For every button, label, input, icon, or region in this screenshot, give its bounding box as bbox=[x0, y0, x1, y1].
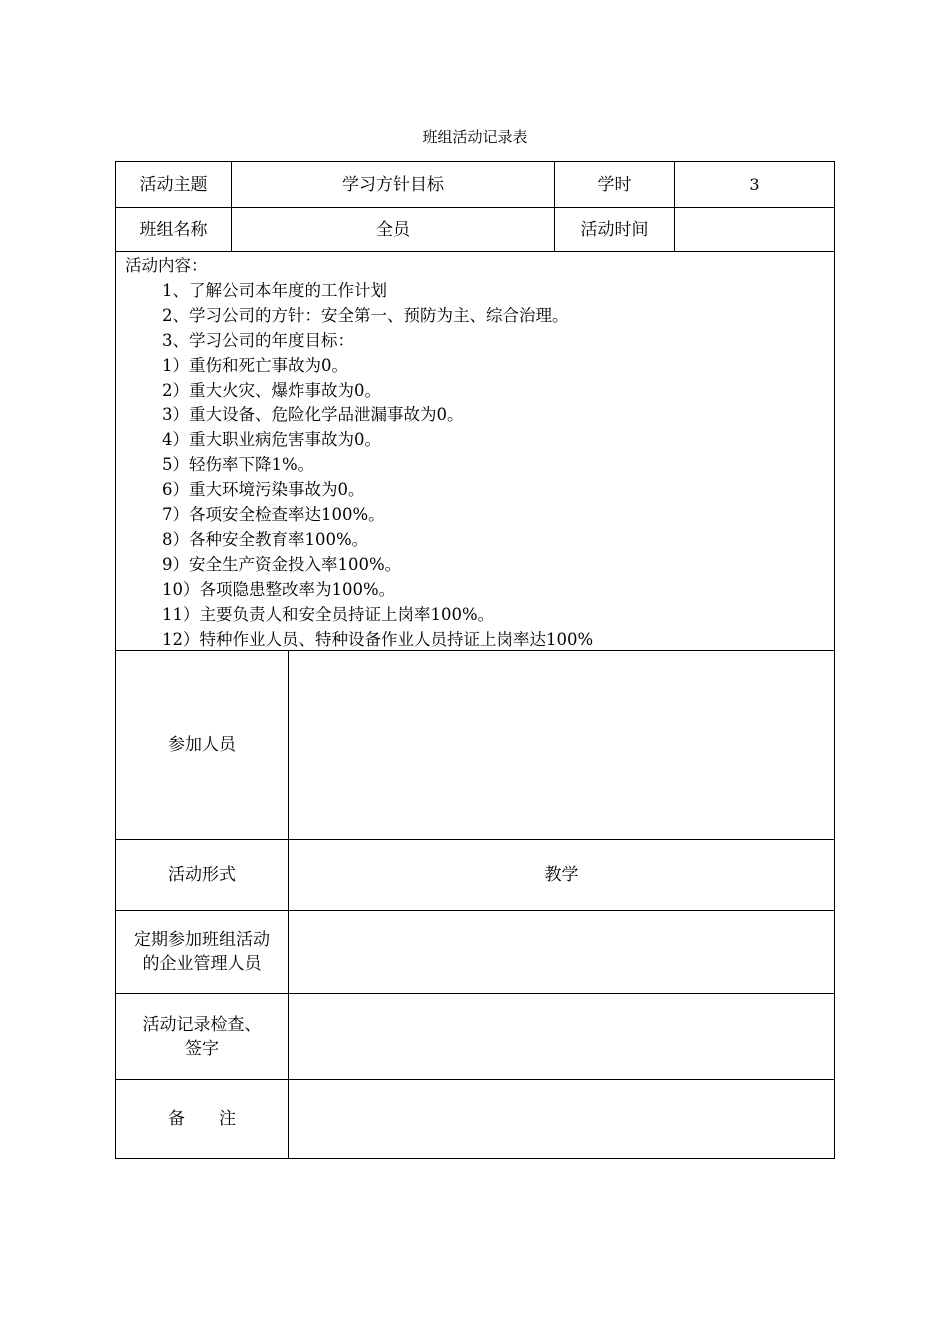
activity-form-value[interactable]: 教学 bbox=[544, 865, 579, 885]
review-sign-label bbox=[116, 994, 288, 1079]
row-divider bbox=[116, 251, 834, 252]
remarks-value[interactable] bbox=[289, 1080, 834, 1158]
content-item: 2、学习公司的方针：安全第一、预防为主、综合治理。 bbox=[162, 305, 569, 325]
activity-time-value[interactable] bbox=[675, 208, 834, 251]
content-item: 1、了解公司本年度的工作计划 bbox=[162, 280, 387, 300]
activity-content bbox=[125, 254, 593, 653]
managers-label-line1: 定期参加班组活动 bbox=[134, 930, 270, 950]
hours-value[interactable]: 3 bbox=[749, 174, 760, 194]
managers-label-line2: 的企业管理人员 bbox=[142, 954, 262, 974]
theme-label: 活动主题 bbox=[139, 174, 208, 195]
content-item: 10）各项隐患整改率为100%。 bbox=[162, 579, 396, 599]
review-sign-value[interactable] bbox=[289, 994, 834, 1079]
content-item: 3、学习公司的年度目标： bbox=[162, 330, 354, 350]
content-item: 4）重大职业病危害事故为0。 bbox=[162, 430, 381, 450]
managers-label bbox=[116, 911, 288, 993]
group-name-label: 班组名称 bbox=[139, 219, 208, 240]
remarks-label: 备 注 bbox=[168, 1109, 236, 1129]
theme-value[interactable]: 学习方针目标 bbox=[342, 174, 444, 195]
document-title: 班组活动记录表 bbox=[422, 128, 528, 146]
content-item: 9）安全生产资金投入率100%。 bbox=[162, 554, 402, 574]
participants-value[interactable] bbox=[289, 651, 834, 839]
activity-record-form bbox=[115, 161, 835, 1159]
participants-label: 参加人员 bbox=[168, 735, 236, 755]
content-item: 6）重大环境污染事故为0。 bbox=[162, 480, 365, 500]
content-item: 7）各项安全检查率达100%。 bbox=[162, 505, 385, 525]
review-sign-label-line2: 签字 bbox=[185, 1038, 219, 1059]
review-sign-label-line1: 活动记录检查、 bbox=[142, 1014, 262, 1035]
activity-time-label: 活动时间 bbox=[580, 219, 649, 240]
content-item: 12）特种作业人员、特种设备作业人员持证上岗率达100% bbox=[162, 629, 594, 649]
content-item: 5）轻伤率下降1%。 bbox=[162, 455, 315, 475]
managers-value[interactable] bbox=[289, 911, 834, 993]
group-name-value[interactable]: 全员 bbox=[376, 219, 410, 240]
content-item: 3）重大设备、危险化学品泄漏事故为0。 bbox=[162, 405, 464, 425]
content-item: 8）各种安全教育率100%。 bbox=[162, 529, 369, 549]
activity-form-label: 活动形式 bbox=[168, 865, 236, 885]
content-item: 11）主要负责人和安全员持证上岗率100%。 bbox=[162, 604, 495, 624]
content-item: 1）重伤和死亡事故为0。 bbox=[162, 355, 348, 375]
activity-content-label: 活动内容： bbox=[125, 256, 208, 275]
content-item: 2）重大火灾、爆炸事故为0。 bbox=[162, 380, 381, 400]
hours-label: 学时 bbox=[597, 174, 632, 195]
